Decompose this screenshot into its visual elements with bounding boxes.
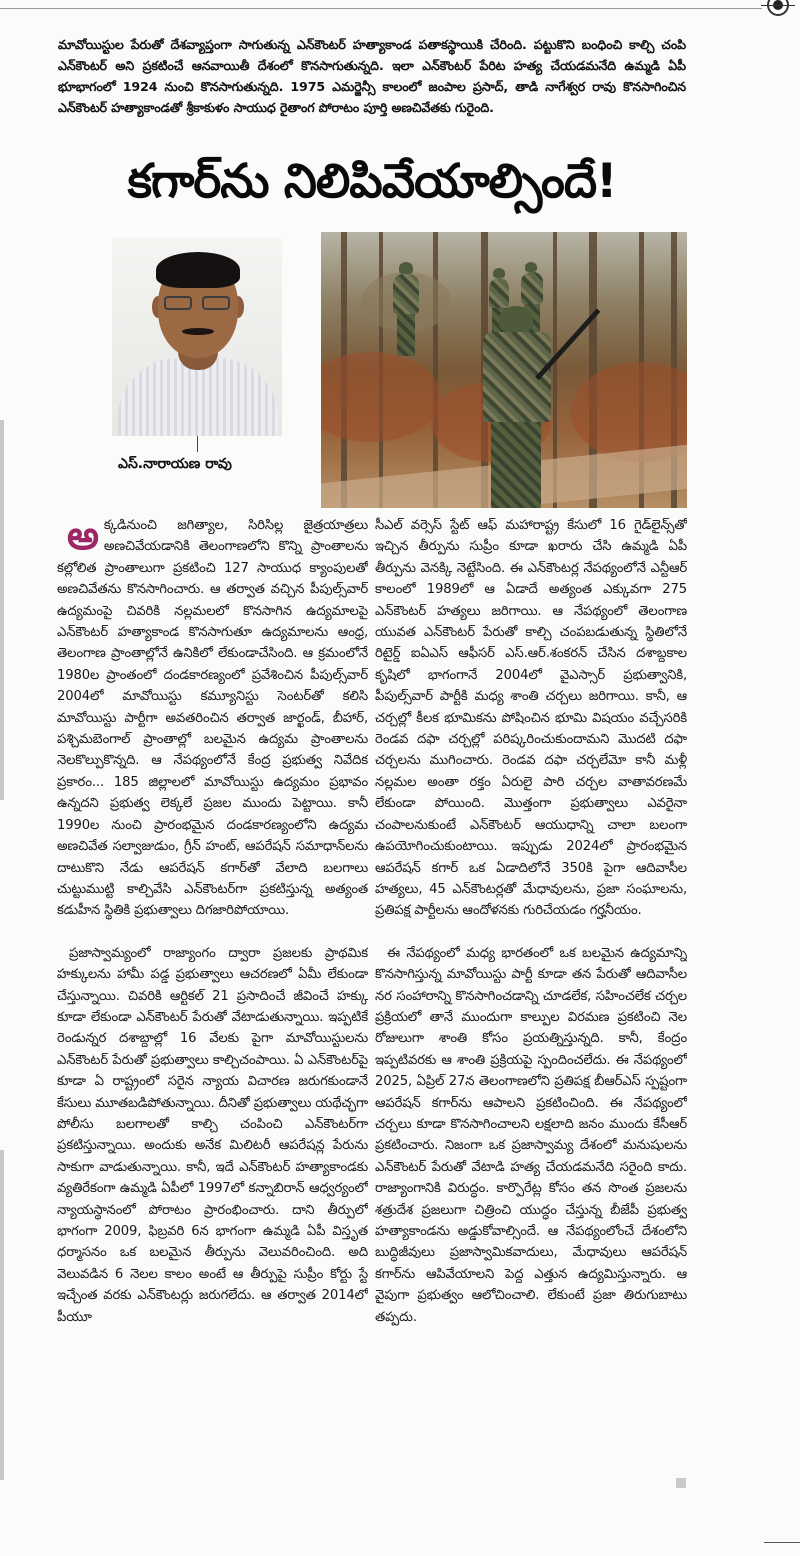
paragraph: ప్రజాస్వామ్యంలో రాజ్యాంగం ద్వారా ప్రజలకు ప్రాథమిక హక్కులను హామీ పడ్డ ప్రభుత్వాలు ఆచరణలో ఏమీ లేకుండా చేస్తున్నాయి. చివరికి ఆర్టికల్ 21 ప్రసాదించే జీవించే హక్కు కూడా లేకుండా ఎన్‌కౌంటర్ పేరుతో వేటాడుతున్నాయి. ఇప్పటికే రెండున్నర దశాబ్దాల్లో 16 వేలకు పైగా మావోయిస్టులను ఎన్‌కౌంటర్ పేరుతో ప్రభుత్వాలు కాల్చిచంపాయి. ఏ ఎన్‌కౌంటర్‌పై కూడా ఏ రాష్ట్రంలో సరైన న్యాయ విచారణ జరుగకుండానే కేసులు మూతబడిపోతున్నాయి. దీనితో ప్రభుత్వాలు యథేచ్ఛగా పోలీసు బలగాలతో కాల్చి చంపించి ఎన్‌కౌంటర్‌గా ప్రకటిస్తున్నాయి. అందుకు అనేక మిలిటరీ ఆపరేషన్ల పేరును సాకుగా వాడుతున్నాయి. కానీ, ఇదే ఎన్‌కౌంటర్ హత్యాకాండకు వ్యతిరేకంగా ఉమ్మడి ఏపీలో 1997లో కన్నాబిరాన్ ఆధ్వర్యంలో న్యాయస్థానంలో పోరాటం ప్రారంభించారు. దాని తీర్పులో భాగంగా 2009, ఫిబ్రవరి 6న భాగంగా ఉమ్మడి ఏపీ విస్తృత ధర్మాసనం ఒక బలమైన తీర్పును వెలువరించింది. అది వెలువడిన 6 నెలల కాలం అంటే ఆ తీర్పుపై సుప్రీం కోర్టు స్టే ఇచ్చేంత వరకు ఎన్‌కౌంటర్లు జరుగలేదు. ఆ తర్వాత 2014లో పీయూ	[57, 945, 368, 1325]
article-column-right	[375, 515, 687, 1492]
registration-mark-icon	[767, 0, 789, 16]
article-column-left	[57, 515, 368, 1492]
left-margin-strip-lower	[0, 1150, 4, 1480]
article-end-mark	[676, 1478, 686, 1488]
article-intro: మావోయిస్టుల పేరుతో దేశవ్యాప్తంగా సాగుతున్న ఎన్‌కౌంటర్ హత్యాకాండ పతాకస్థాయికి చేరింది. పట్టుకొని బంధించి కాల్చి చంపి ఎన్‌కౌంటర్ అని ప్రకటించే ఆనవాయితీ దేశంలో కొనసాగుతున్నది. ఇలా ఎన్‌కౌంటర్ పేరిట హత్య చేయడమనేది ఉమ్మడి ఏపీ భూభాగంలో 1924 నుంచి కొనసాగుతున్నది. 1975 ఎమర్జెన్సీ కాలంలో జంపాల ప్రసాద్, తాడి నాగేశ్వర రావు కొనసాగించిన ఎన్‌కౌంటర్ హత్యాకాండతో శ్రీకాకుళం సాయుధ రైతాంగ పోరాటం పూర్తి అణచివేతకు గురైంది.	[58, 37, 686, 115]
forest-patrol-photo	[321, 232, 687, 508]
drop-cap: అ	[67, 515, 99, 559]
article-headline: కగార్‌ను నిలిపివేయాల్సిందే!	[127, 154, 617, 209]
paragraph: సీఎల్ వర్సెస్ స్టేట్ ఆఫ్ మహారాష్ట్ర కేసులో 16 గైడ్‌లైన్స్‌తో ఇచ్చిన తీర్పును సుప్రీం కూడా ఖరారు చేసి ఉమ్మడి ఏపీ తీర్పును వెనక్కి నెట్టేసింది. ఈ ఎన్‌కౌంటర్ల నేపథ్యంలోనే ఎన్టీఆర్ కాలంలో 1989లో ఆ ఏడాదే అత్యంత ఎక్కువగా 275 ఎన్‌కౌంటర్ హత్యలు జరిగాయి. ఆ నేపథ్యంలో తెలంగాణ యువత ఎన్‌కౌంటర్ పేరుతో కాల్చి చంపబడుతున్న స్థితిలోనే రిటైర్డ్ ఐఏఎస్ ఆఫీసర్ ఎస్.ఆర్.శంకరన్ చేసిన దశాబ్దకాల కృషిలో భాగంగానే 2004లో వైఎస్సార్ ప్రభుత్వానికి, పీపుల్స్‌వార్ పార్టీకి మధ్య శాంతి చర్చలు జరిగాయి. కానీ, ఆ చర్చల్లో కీలక భూమికను పోషించిన భూమి విషయం వచ్చేసరికి రెండవ దఫా చర్చల్లో పరిష్కరించుకుందామని మొదటి దఫా చర్చలను ముగించారు. రెండవ దఫా చర్చలేమో కానీ మళ్లీ నల్లమల అంతా రక్తం ఏరులై పారి చర్చల వాతావరణమే లేకుండా పోయింది. మొత్తంగా ప్రభుత్వాలు ఎవరైనా చంపాలనుకుంటే ఎన్‌కౌంటర్ ఆయుధాన్ని చాలా బలంగా ఉపయోగించుకుంటాయి. ఇప్పుడు 2024లో ప్రారంభమైన ఆపరేషన్ కగార్ ఒక ఏడాదిలోనే 350కి పైగా ఆదివాసీల హత్యలు, 45 ఎన్‌కౌంటర్లతో మేధావులను, ప్రజా సంఘాలను, ప్రతిపక్ష పార్టీలను ఆందోళనకు గురిచేయడం గర్హనీయం.	[375, 518, 687, 919]
paragraph: ఈ నేపథ్యంలో మధ్య భారతంలో ఒక బలమైన ఉద్యమాన్ని కొనసాగిస్తున్న మావోయిస్టు పార్టీ కూడా తన పేరుతో ఆదివాసీల నర సంహారాన్ని కొనసాగించడాన్ని చూడలేక, సహించలేక చర్చల ప్రక్రియలో తానే ముందుగా కాల్పుల విరమణ ప్రకటించి నెల రోజులుగా శాంతి కోసం ప్రయత్నిస్తున్నది. కానీ, కేంద్రం ఇప్పటివరకు ఆ శాంతి ప్రక్రియపై స్పందించలేదు. ఈ నేపథ్యంలో 2025, ఏప్రిల్ 27న తెలంగాణలోని ప్రతిపక్ష బీఆర్ఎస్ స్పష్టంగా ఆపరేషన్ కగార్‌ను ఆపాలని ప్రకటించింది. ఈ నేపథ్యంలో చర్చలు కూడా కొనసాగించాలని లక్షలాది జనం ముందు కేసీఆర్ ప్రకటించారు. నిజంగా ఒక ప్రజాస్వామ్య దేశంలో మనుషులను ఎన్‌కౌంటర్ పేరుతో వేటాడి హత్య చేయడమనేది సరైంది కాదు. రాజ్యాంగానికి విరుద్ధం. కార్పొరేట్ల కోసం తన సొంత ప్రజలను శత్రుదేశ ప్రజలుగా చిత్రించి యుద్ధం చేస్తున్న బీజేపీ ప్రభుత్వ హత్యాకాండను అడ్డుకోవాల్సిందే. ఆ నేపథ్యంలోంచే దేశంలోని బుద్ధిజీవులు ప్రజాస్వామికవాదులు, మేధావులు ఆపరేషన్ కగార్‌ను ఆపివేయాలని పెద్ద ఎత్తున ఉద్యమిస్తున్నారు. ఆ వైపుగా ప్రభుత్వం ఆలోచించాలి. లేకుంటే ప్రజా తిరుగుబాటు తప్పదు.	[375, 945, 687, 1325]
bottom-rule	[764, 1542, 800, 1543]
photo-caption-rule	[197, 436, 198, 452]
paragraph	[57, 515, 368, 922]
author-name: ఎస్.నారాయణ రావు	[118, 456, 232, 472]
top-rule	[0, 8, 762, 9]
left-margin-strip	[0, 420, 4, 800]
author-photo	[112, 238, 282, 436]
paragraph-text: క్కడినుంచి జగిత్యాల, సిరిసిల్ల జైత్రయాత్రలు అణచివేయడానికి తెలంగాణలోని కొన్ని ప్రాంతాలను కల్లోలిత ప్రాంతాలుగా ప్రకటించి 127 సాయుధ క్యాంపులతో అణచివేతను కొనసాగించారు. ఆ తర్వాత వచ్చిన పీపుల్స్‌వార్ ఉద్యమంపై చివరికి నల్లమలలో కొనసాగిన ఉద్యమాలపై ఎన్‌కౌంటర్ హత్యాకాండ కొనసాగుతూ ఉద్యమాలను ఆంధ్ర, తెలంగాణ ప్రాంతాల్లోనే ఉనికిలో లేకుండాచేసింది. ఆ క్రమంలోనే 1980ల ప్రాంతంలో దండకారణ్యంలో ప్రవేశించిన పీపుల్స్‌వార్ 2004లో మావోయిస్టు కమ్యూనిస్టు సెంటర్‌తో కలిసి మావోయిస్టు పార్టీగా అవతరించిన తర్వాత జార్ఖండ్, బీహార్, పశ్చిమబెంగాల్ ప్రాంతాల్లో బలమైన ఉద్యమ ప్రాంతాలను నెలకొల్పుకొన్నది. ఆ నేపథ్యంలోనే కేంద్ర ప్రభుత్వ నివేదిక ప్రకారం... 185 జిల్లాలలో మావోయిస్టు ఉద్యమం ప్రభావం ఉన్నదని ప్రభుత్వ లెక్కలే ప్రజల ముందు పెట్టాయి. కానీ 1990ల నుంచి ప్రారంభమైన దండకారణ్యంలోని ఉద్యమ అణచివేత సల్వాజుడుం, గ్రీన్ హంట్, ఆపరేషన్ సమాధాన్‌లను దాటుకొని నేడు ఆపరేషన్ కగార్‌తో వేలాది బలగాలు చుట్టుముట్టి కాల్చివేసి ఎన్‌కౌంటర్‌గా ప్రకటిస్తున్న అత్యంత కడుహీన స్థితికి ప్రభుత్వాలు దిగజారిపోయాయి.	[57, 518, 368, 919]
